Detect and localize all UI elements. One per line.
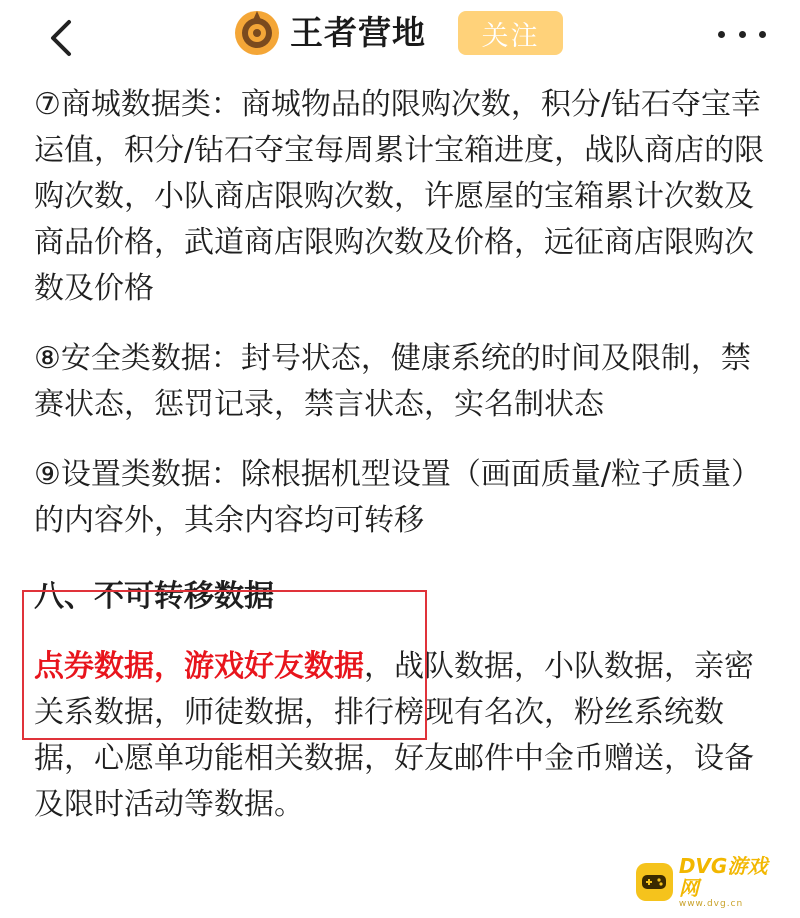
follow-button[interactable]: 关注 [458, 11, 563, 55]
camp-logo-icon [234, 10, 280, 56]
more-dots-icon[interactable] [718, 24, 766, 44]
highlight-box [22, 590, 427, 740]
watermark [636, 856, 784, 908]
chevron-left-icon [45, 18, 75, 58]
back-button[interactable] [32, 10, 88, 66]
watermark-url: www.dvg.cn [678, 899, 744, 909]
paragraph-security-data: ⑧安全类数据：封号状态，健康系统的时间及限制，禁赛状态，惩罚记录，禁言状态，实名制状态 [34, 341, 751, 422]
highlight-text: 点券数据，游戏好友数据 [34, 649, 364, 684]
watermark-brand: DVG游戏网 [678, 854, 768, 900]
gamepad-icon [636, 863, 673, 901]
paragraph-mall-data: ⑦商城数据类：商城物品的限购次数，积分/钻石夺宝幸运值，积分/钻石夺宝每周累计宝箱进度，战队商店的限购次数，小队商店限购次数，许愿屋的宝箱累计次数及商品价格，武道商店限购次数及价格，远征商店限购次数及价格 [34, 87, 765, 306]
rest-text: ，战队数据，小队数据，亲密关系数据，师徒数据，排行榜现有名次，粉丝系统数据，心愿单功能相关数据，好友邮件中金币赠送，设备及限时活动等数据。 [34, 649, 754, 822]
top-bar [0, 0, 800, 76]
section-heading: 八、不可转移数据 [34, 579, 274, 614]
page-title: 王者营地 [290, 13, 426, 52]
paragraph-settings-data: ⑨设置类数据：除根据机型设置（画面质量/粒子质量）的内容外，其余内容均可转移 [34, 457, 762, 538]
